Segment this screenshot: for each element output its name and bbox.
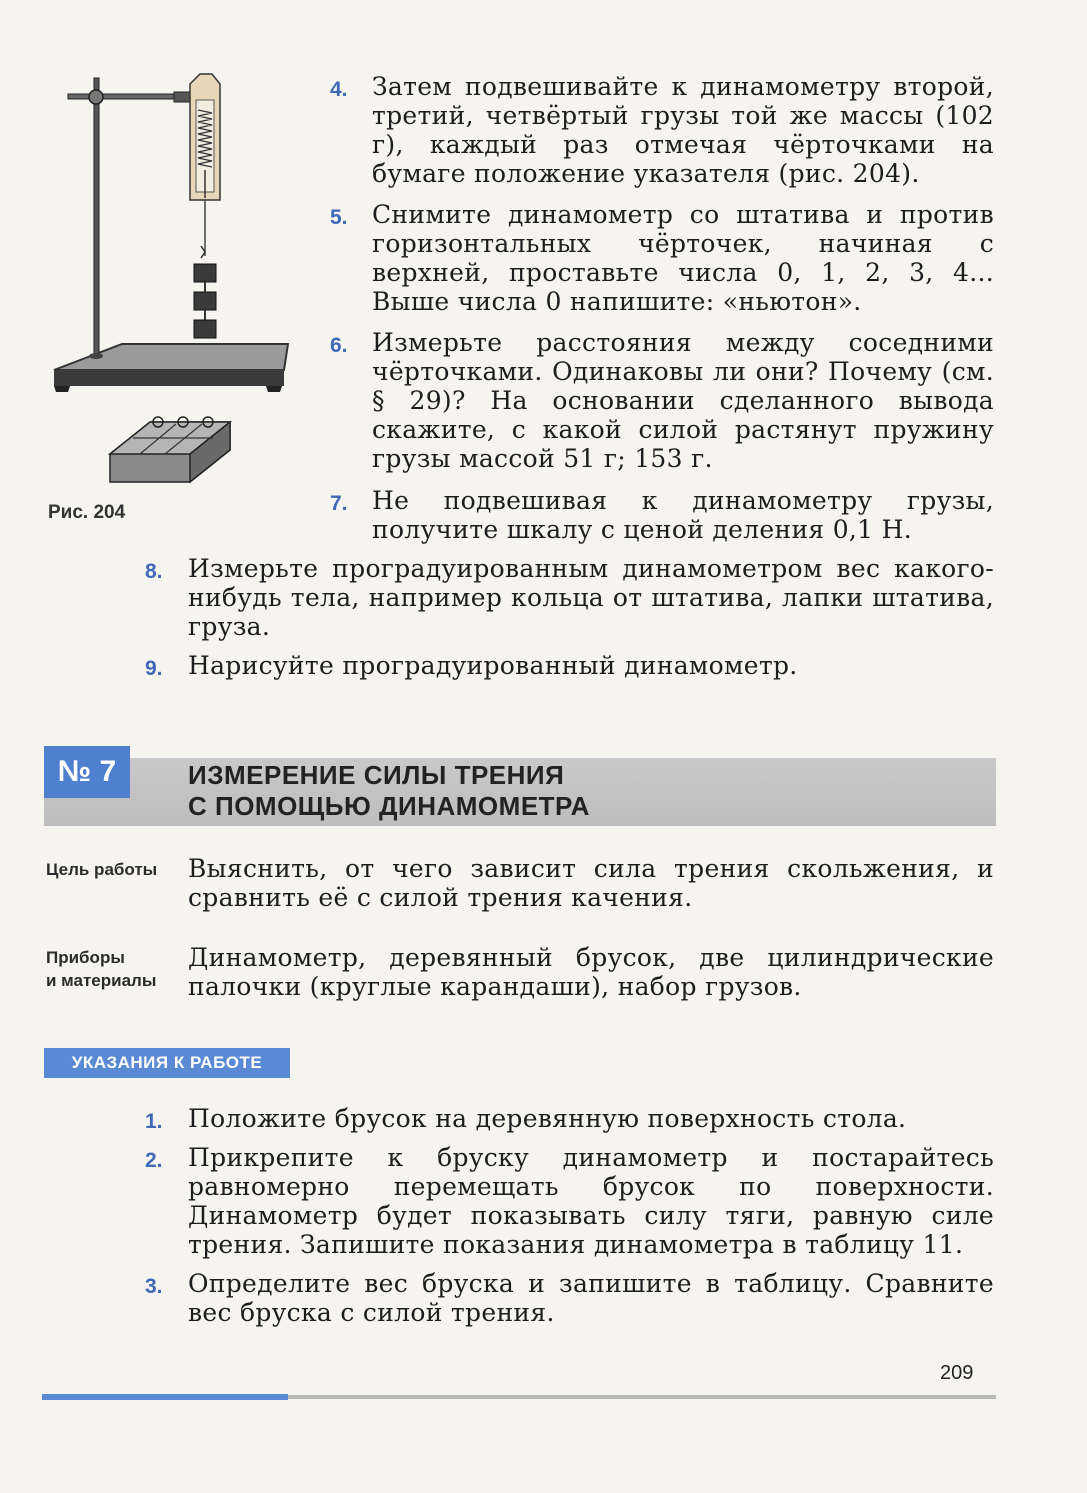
footer-rule [42,1394,996,1400]
footer-rule-line [288,1395,996,1399]
instruction-2-number: 2. [145,1149,163,1172]
lab-work-header [44,746,996,828]
lab-title-line-2: С ПОМОЩЬЮ ДИНАМОМЕТРА [188,791,590,821]
instruction-1-number: 1. [145,1110,163,1133]
step-9-text: Нарисуйте проградуированный динамометр. [188,651,798,680]
step-6-text: Измерьте расстояния между соседними чёрточками. Одинаковы ли они? Почему (см. § 29)? На основании сделанного вывода скажите, с какой силой растянут пружину грузы массой 51 г; 153 г. [372,328,994,473]
step-5-number: 5. [330,206,348,229]
instruction-1-text: Положите брусок на деревянную поверхность стола. [188,1104,907,1133]
step-7-number: 7. [330,492,348,515]
instruction-2-text: Прикрепите к бруску динамометр и постарайтесь равномерно перемещать брусок по поверхности. Динамометр будет показывать силу тяги, равную силе трения. Запишите показания динамометра в таблицу 11. [188,1143,994,1259]
goal-text: Выяснить, от чего зависит сила трения скольжения, и сравнить её с силой трения качения. [188,854,994,912]
materials-text: Динамометр, деревянный брусок, две цилиндрические палочки (круглые карандаши), набор грузов. [188,943,994,1001]
step-5-text: Снимите динамометр со штатива и против горизонтальных чёрточек, начиная с верхней, проставьте числа 0, 1, 2, 3, 4... Выше числа 0 напишите: «ньютон». [372,200,994,316]
materials-label-line-1: Приборы [46,948,125,967]
step-8-number: 8. [145,560,163,583]
step-4-number: 4. [330,78,348,101]
materials-label [46,946,156,992]
dynamometer-on-stand-icon [40,70,310,500]
step-9-number: 9. [145,657,163,680]
lab-title-line-1: ИЗМЕРЕНИЕ СИЛЫ ТРЕНИЯ [188,760,565,790]
footer-rule-accent [42,1394,288,1400]
step-7-text: Не подвешивая к динамометру грузы, получите шкалу с ценой деления 0,1 Н. [372,486,994,544]
goal-label: Цель работы [46,860,158,879]
lab-title [188,760,590,822]
instruction-3-text: Определите вес бруска и запишите в таблицу. Сравните вес бруска с силой трения. [188,1269,994,1327]
lab-number-badge: № 7 [44,746,130,798]
materials-label-line-2: и материалы [46,971,157,990]
step-8-text: Измерьте проградуированным динамометром вес какого-нибудь тела, например кольца от штатива, лапки штатива, груза. [188,554,994,641]
instructions-label: УКАЗАНИЯ К РАБОТЕ [44,1048,290,1078]
page-number: 209 [940,1362,974,1384]
instruction-3-number: 3. [145,1275,163,1298]
figure-204 [40,70,310,500]
step-6-number: 6. [330,334,348,357]
figure-caption: Рис. 204 [48,502,126,523]
step-4-text: Затем подвешивайте к динамометру второй, третий, четвёртый грузы той же массы (102 г), каждый раз отмечая чёрточками на бумаге положение указателя (рис. 204). [372,72,994,188]
